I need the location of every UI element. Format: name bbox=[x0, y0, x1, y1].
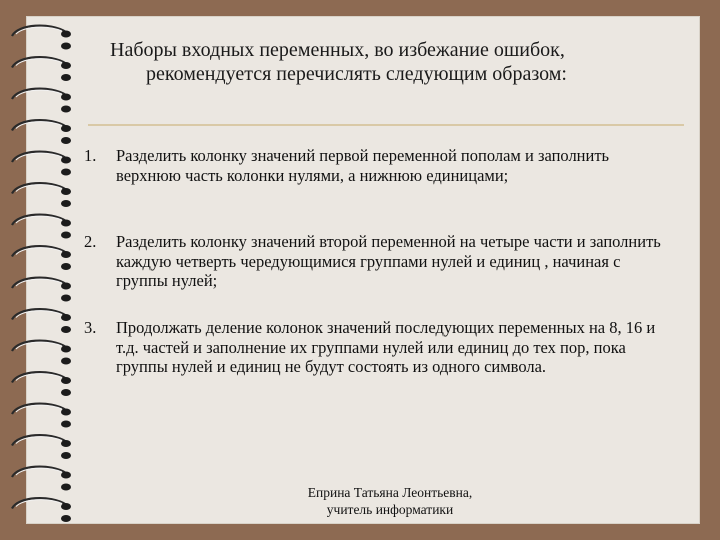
binding-hole bbox=[61, 31, 71, 38]
list-item-text: Разделить колонку значений второй переменной на четыре части и заполнить каждую четверть чередующимися группами нулей и единиц , начиная с группы нулей; bbox=[116, 232, 661, 290]
binding-hole bbox=[61, 125, 71, 132]
binding-hole bbox=[61, 358, 71, 365]
binding-hole bbox=[61, 326, 71, 333]
slide-title bbox=[110, 38, 670, 86]
binding-hole bbox=[61, 200, 71, 207]
title-line-1: Наборы входных переменных, во избежание ошибок, bbox=[110, 39, 565, 61]
binding-hole bbox=[61, 232, 71, 239]
binding-hole bbox=[61, 484, 71, 491]
binding-hole bbox=[61, 220, 71, 227]
list-item-text: Разделить колонку значений первой переменной пополам и заполнить верхнюю часть колонки нулями, а нижнюю единицами; bbox=[116, 146, 610, 185]
binding-hole bbox=[61, 137, 71, 144]
binding-hole bbox=[61, 389, 71, 396]
binding-hole bbox=[61, 283, 71, 290]
list-item-number: 1. bbox=[84, 146, 97, 165]
binding-hole bbox=[61, 472, 71, 479]
binding-hole bbox=[61, 263, 71, 270]
list-item-number: 3. bbox=[84, 318, 97, 337]
binding-hole bbox=[61, 188, 71, 195]
footer-role: учитель информатики bbox=[326, 502, 454, 517]
binding-hole bbox=[61, 157, 71, 164]
list-item-number: 2. bbox=[84, 232, 97, 251]
binding-hole bbox=[61, 440, 71, 447]
binding-hole bbox=[61, 409, 71, 416]
binding-hole bbox=[61, 377, 71, 384]
binding-hole bbox=[61, 74, 71, 81]
title-line-2: рекомендуется перечислять следующим образом: bbox=[146, 63, 567, 85]
footer-author: Еприна Татьяна Леонтьевна, bbox=[307, 485, 473, 500]
binding-hole bbox=[61, 62, 71, 69]
binding-hole bbox=[61, 43, 71, 50]
spiral-binding bbox=[0, 0, 90, 540]
binding-hole bbox=[61, 515, 71, 522]
binding-hole bbox=[61, 94, 71, 101]
list-item-text: Продолжать деление колонок значений последующих переменных на 8, 16 и т.д. частей и заполнение их группами нулей или единиц до тех пор, пока группы нулей и единиц не будут состоять из одного символа. bbox=[116, 318, 656, 376]
binding-hole bbox=[61, 295, 71, 302]
binding-hole bbox=[61, 106, 71, 113]
binding-hole bbox=[61, 314, 71, 321]
binding-hole bbox=[61, 452, 71, 459]
binding-hole bbox=[61, 251, 71, 258]
title-divider bbox=[88, 124, 684, 126]
author-footer bbox=[280, 484, 500, 518]
binding-hole bbox=[61, 421, 71, 428]
binding-hole bbox=[61, 503, 71, 510]
binding-hole bbox=[61, 346, 71, 353]
binding-hole bbox=[61, 169, 71, 176]
